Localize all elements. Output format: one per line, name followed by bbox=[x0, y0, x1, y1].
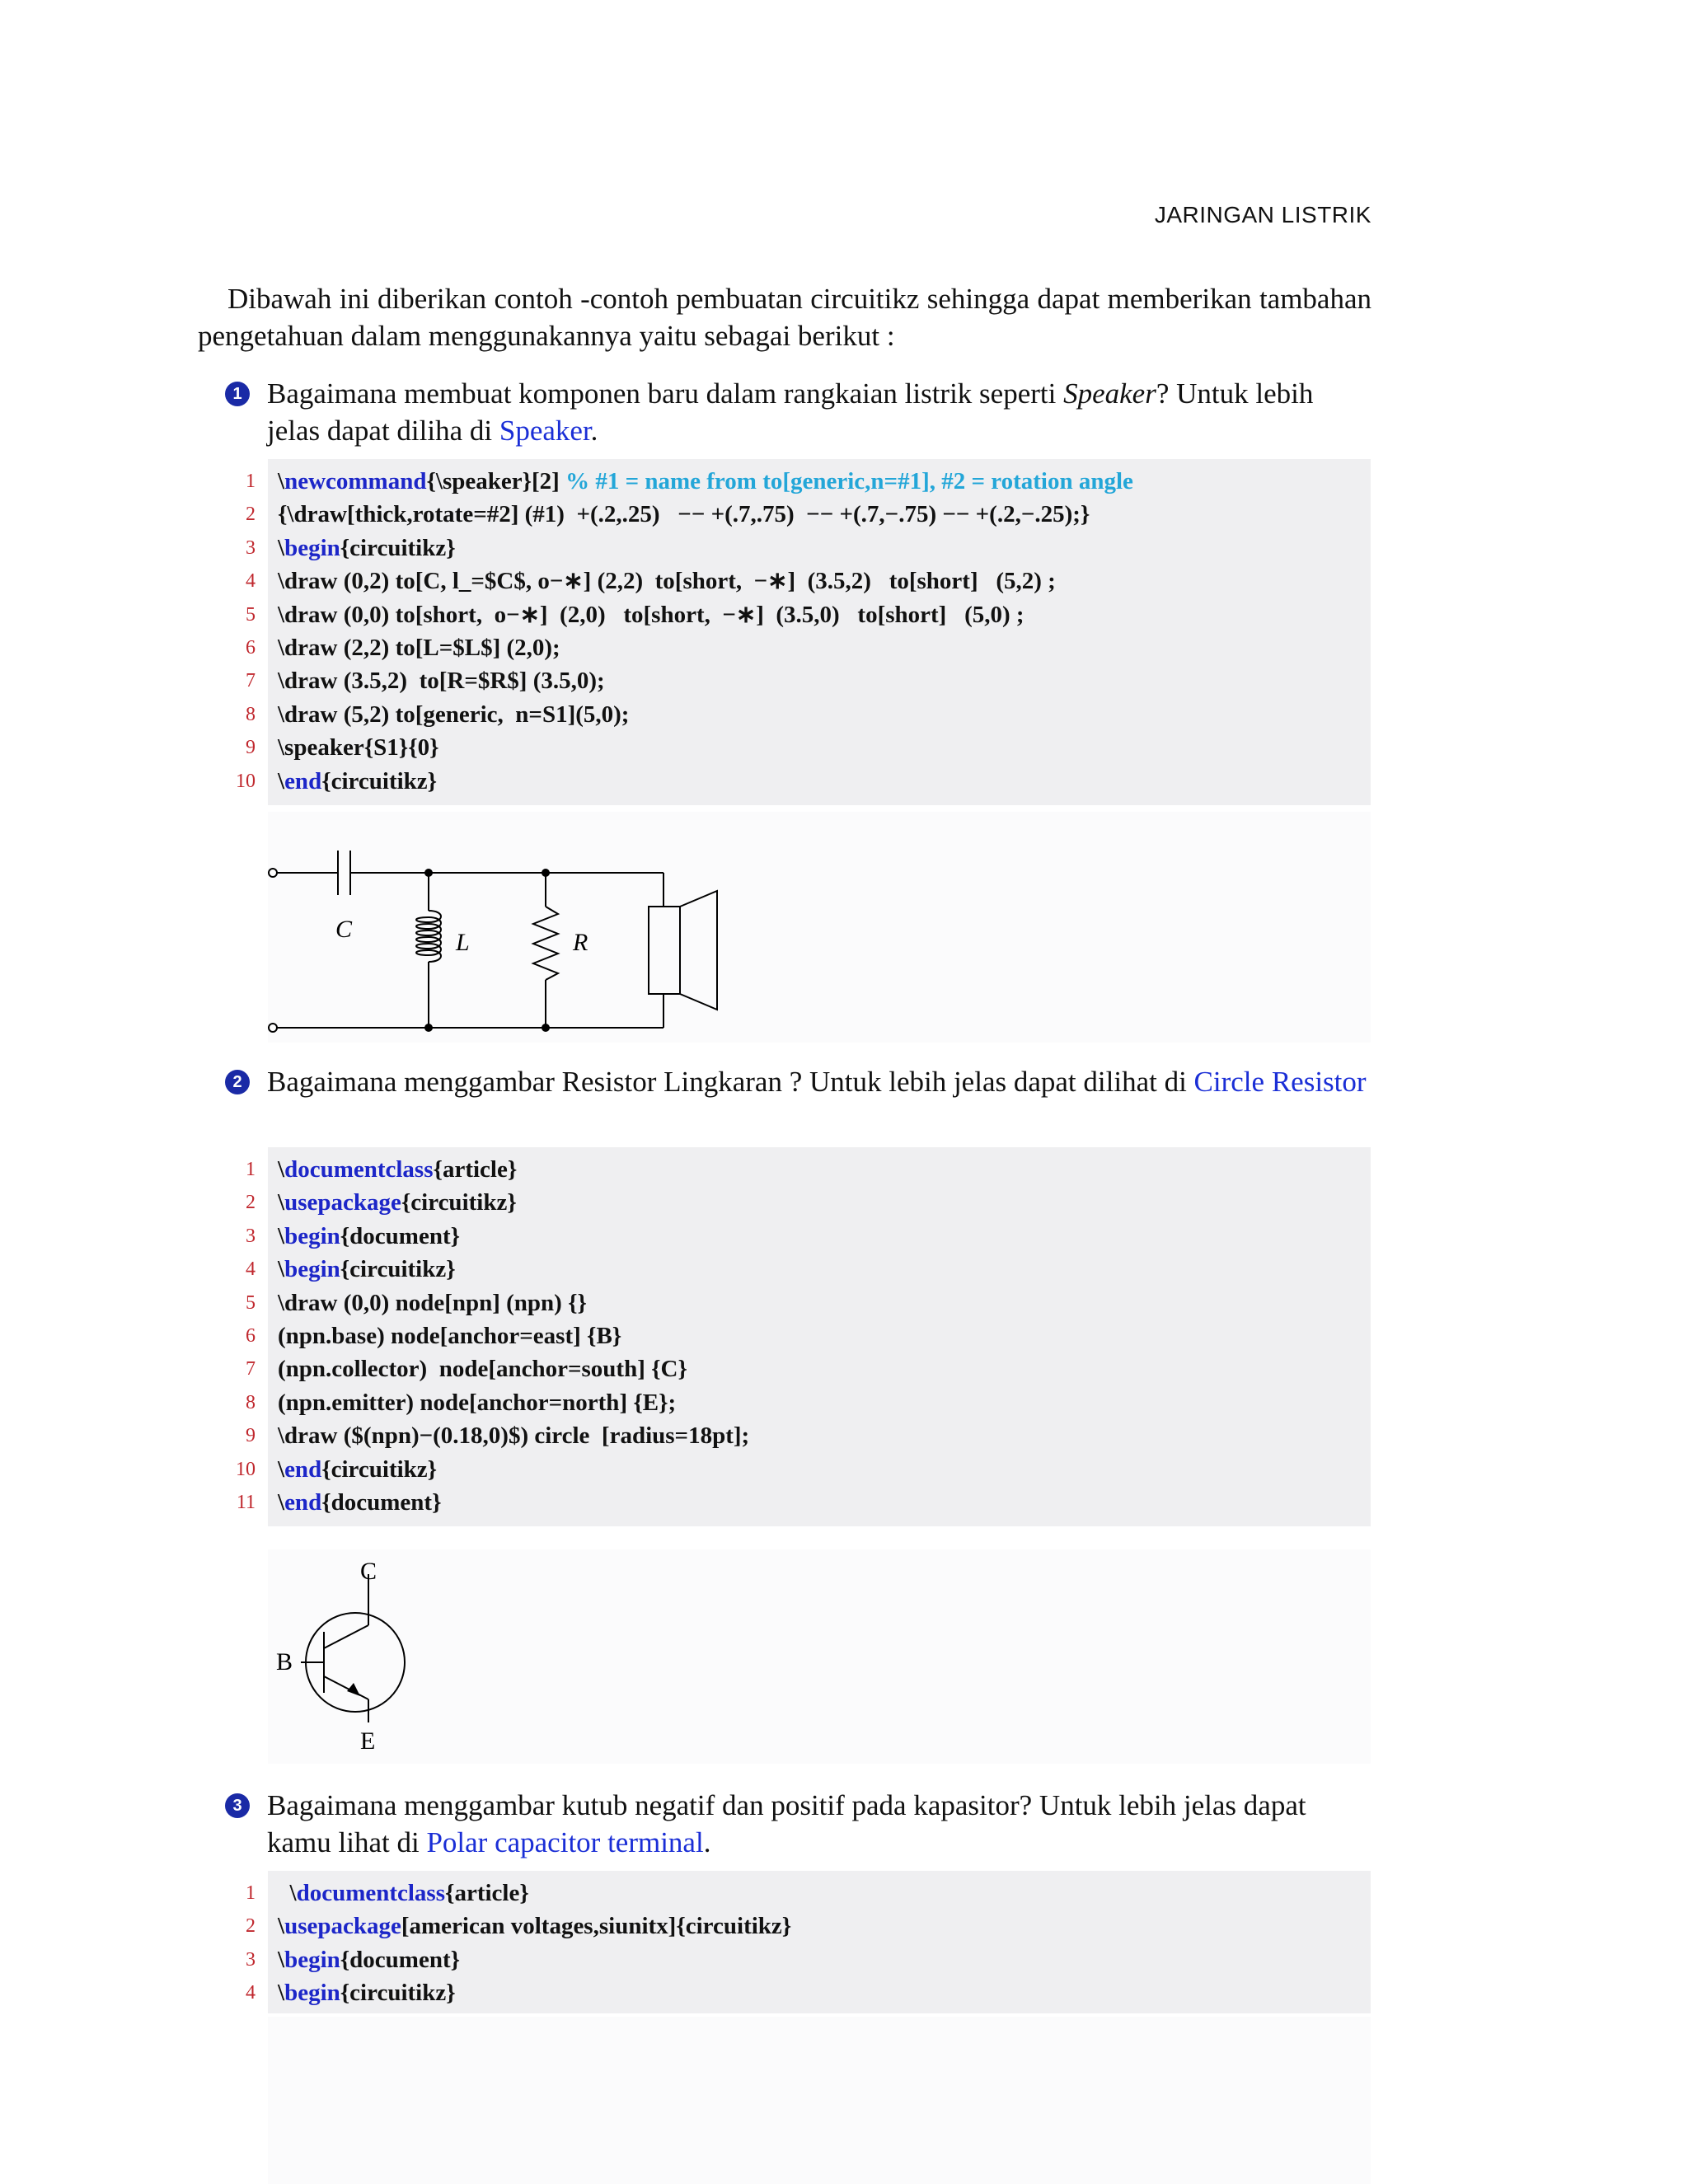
transistor-emitter-lead bbox=[324, 1676, 368, 1699]
code-segment: \ bbox=[278, 1455, 285, 1483]
code-segment: \ bbox=[278, 1913, 285, 1940]
code-block-polar-capacitor bbox=[246, 1871, 1371, 2013]
code-text bbox=[278, 1453, 437, 1486]
code-segment: (npn.collector) node[anchor=south] {C} bbox=[278, 1356, 687, 1383]
transistor-collector-lead bbox=[324, 1625, 368, 1648]
running-header: JARINGAN LISTRIK bbox=[1154, 202, 1372, 227]
code-line bbox=[246, 465, 1371, 498]
code-text bbox=[278, 1386, 676, 1419]
code-keyword: begin bbox=[284, 1256, 340, 1283]
code-segment: {document} bbox=[340, 1222, 461, 1249]
code-segment: {article} bbox=[445, 1880, 529, 1906]
line-number: 3 bbox=[246, 537, 256, 559]
resistor-zigzag bbox=[533, 907, 558, 980]
code-line bbox=[246, 664, 1371, 697]
code-line bbox=[246, 1286, 1371, 1319]
code-segment: \ bbox=[278, 534, 285, 561]
polar-capacitor-link[interactable]: Polar capacitor terminal bbox=[426, 1826, 704, 1858]
code-line bbox=[246, 1910, 1371, 1943]
question-1-text-part: Bagaimana membuat komponen baru dalam rangkaian listrik seperti bbox=[267, 377, 1064, 410]
code-line bbox=[236, 1486, 1371, 1519]
code-keyword: usepackage bbox=[284, 1189, 401, 1216]
label-l: L bbox=[456, 929, 470, 956]
code-text bbox=[278, 598, 1025, 631]
code-text bbox=[278, 1976, 456, 2009]
code-line bbox=[246, 1419, 1371, 1452]
question-1-number-badge: 1 bbox=[225, 382, 250, 406]
code-segment: \draw (0,0) node[npn] (npn) {} bbox=[278, 1289, 587, 1316]
code-text bbox=[278, 698, 629, 731]
code-segment: \draw ($(npn)−(0.18,0)$) circle [radius=18pt]; bbox=[278, 1422, 750, 1450]
code-keyword: end bbox=[284, 767, 322, 794]
code-segment: \ bbox=[278, 1880, 297, 1906]
line-number: 3 bbox=[246, 1948, 256, 1971]
code-line bbox=[246, 498, 1371, 531]
line-number: 11 bbox=[236, 1491, 256, 1513]
code-line bbox=[246, 698, 1371, 731]
npn-transistor-diagram bbox=[268, 1549, 1371, 1764]
code-line bbox=[246, 565, 1371, 598]
line-number: 4 bbox=[246, 570, 256, 593]
code-segment: {circuitikz} bbox=[321, 1455, 438, 1483]
code-line bbox=[246, 1352, 1371, 1385]
code-segment: {\speaker}[2] bbox=[426, 468, 566, 494]
code-line bbox=[246, 532, 1371, 565]
code-text bbox=[278, 465, 1133, 498]
label-base: B bbox=[276, 1648, 293, 1675]
question-3-number-badge: 3 bbox=[225, 1793, 250, 1818]
speaker-cone bbox=[680, 891, 717, 1010]
question-3-text-part: Bagaimana menggambar kutub negatif dan positif pada kapasitor? Untuk lebih jelas dapat kamu lihat di bbox=[267, 1789, 1306, 1858]
line-number: 4 bbox=[246, 1258, 256, 1281]
junction-dot bbox=[424, 1024, 433, 1032]
line-number: 7 bbox=[246, 670, 256, 692]
line-number: 9 bbox=[246, 1425, 256, 1447]
code-text bbox=[278, 731, 439, 764]
question-2-text-part: Bagaimana menggambar Resistor Lingkaran ? Untuk lebih jelas dapat dilihat di bbox=[267, 1066, 1194, 1098]
code-segment: \draw (0,0) to[short, o−∗] (2,0) to[short, −∗] (3.5,0) to[short] (5,0) ; bbox=[278, 601, 1025, 628]
code-text bbox=[278, 1943, 460, 1976]
line-number: 10 bbox=[236, 1458, 256, 1480]
question-1-text bbox=[267, 375, 1372, 449]
code-keyword: newcommand bbox=[284, 468, 427, 494]
code-line bbox=[236, 765, 1371, 798]
line-number: 1 bbox=[246, 471, 256, 492]
code-segment: {document} bbox=[340, 1946, 461, 1973]
code-text bbox=[278, 498, 1090, 531]
code-text bbox=[278, 1253, 456, 1286]
code-segment: {document} bbox=[321, 1488, 442, 1516]
code-text bbox=[278, 1419, 749, 1452]
intro-paragraph: Dibawah ini diberikan contoh -contoh pembuatan circuitikz sehingga dapat memberikan tambahan pengetahuan dalam menggunakannya yaitu sebagai berikut : bbox=[198, 283, 1372, 352]
line-number: 8 bbox=[246, 1391, 256, 1413]
code-text bbox=[278, 1153, 517, 1186]
junction-dot bbox=[542, 869, 550, 877]
code-keyword: begin bbox=[284, 1946, 340, 1973]
code-segment: \draw (2,2) to[L=$L$] (2,0); bbox=[278, 634, 560, 661]
code-segment: \ bbox=[278, 468, 285, 494]
code-segment: \ bbox=[278, 1189, 285, 1216]
code-text bbox=[278, 1319, 621, 1352]
code-segment: [american voltages,siunitx]{circuitikz} bbox=[401, 1913, 792, 1940]
code-keyword: end bbox=[284, 1488, 322, 1516]
code-keyword: end bbox=[284, 1455, 322, 1483]
question-1-italic-term: Speaker bbox=[1063, 377, 1156, 410]
code-line bbox=[246, 1386, 1371, 1419]
code-segment: {circuitikz} bbox=[321, 767, 438, 794]
question-3-text bbox=[267, 1787, 1372, 1861]
code-line bbox=[246, 1253, 1371, 1286]
code-text bbox=[278, 1486, 442, 1519]
code-text bbox=[278, 1910, 791, 1943]
code-segment: {circuitikz} bbox=[340, 1980, 456, 2007]
speaker-body bbox=[649, 907, 680, 994]
code-line bbox=[246, 1319, 1371, 1352]
code-line bbox=[246, 1877, 1371, 1910]
code-segment: \ bbox=[278, 1156, 285, 1183]
line-number: 2 bbox=[246, 1192, 256, 1214]
figure-placeholder-bottom bbox=[268, 2017, 1371, 2184]
code-text bbox=[278, 532, 456, 565]
line-number: 10 bbox=[236, 770, 256, 792]
label-r: R bbox=[573, 929, 588, 956]
code-text bbox=[278, 1186, 517, 1219]
label-c: C bbox=[335, 916, 353, 943]
code-line bbox=[246, 1976, 1371, 2009]
question-3-text-end: . bbox=[703, 1826, 711, 1858]
code-text bbox=[278, 664, 605, 697]
code-line bbox=[236, 1453, 1371, 1486]
code-segment: \ bbox=[278, 767, 285, 794]
circle-resistor-link[interactable]: Circle Resistor bbox=[1193, 1066, 1367, 1098]
code-segment: \draw (3.5,2) to[R=$R$] (3.5,0); bbox=[278, 668, 605, 695]
label-emitter: E bbox=[360, 1727, 376, 1755]
code-line bbox=[246, 598, 1371, 631]
code-line bbox=[246, 631, 1371, 664]
line-number: 2 bbox=[246, 504, 256, 526]
code-segment: \ bbox=[278, 1946, 285, 1973]
code-block-circle-resistor bbox=[236, 1147, 1371, 1526]
code-segment: (npn.emitter) node[anchor=north] {E}; bbox=[278, 1389, 677, 1416]
question-2-text bbox=[267, 1063, 1372, 1100]
code-keyword: begin bbox=[284, 1222, 340, 1249]
code-comment: % #1 = name from to[generic,n=#1], #2 = rotation angle bbox=[565, 468, 1133, 494]
code-text bbox=[278, 1220, 460, 1253]
speaker-link[interactable]: Speaker bbox=[499, 415, 591, 447]
code-segment: \draw (5,2) to[generic, n=S1](5,0); bbox=[278, 701, 630, 728]
code-line bbox=[246, 1220, 1371, 1253]
question-1-text-end: . bbox=[590, 415, 598, 447]
code-segment: \draw (0,2) to[C, l_=$C$, o−∗] (2,2) to[short, −∗] (3.5,2) to[short] (5,2) ; bbox=[278, 568, 1056, 595]
line-number: 1 bbox=[246, 1882, 256, 1904]
code-segment: {circuitikz} bbox=[340, 534, 456, 561]
question-2-number-badge: 2 bbox=[225, 1070, 250, 1094]
code-keyword: usepackage bbox=[284, 1913, 401, 1940]
junction-dot bbox=[542, 1024, 550, 1032]
code-segment: {circuitikz} bbox=[401, 1189, 517, 1216]
code-segment: {circuitikz} bbox=[340, 1256, 456, 1283]
line-number: 4 bbox=[246, 1982, 256, 2004]
label-collector: C bbox=[360, 1558, 377, 1585]
line-number: 9 bbox=[246, 737, 256, 759]
line-number: 6 bbox=[246, 636, 256, 658]
code-keyword: documentclass bbox=[296, 1880, 446, 1906]
emitter-arrow bbox=[347, 1683, 360, 1696]
figure-npn-transistor bbox=[268, 1549, 1371, 1764]
code-text bbox=[278, 1877, 529, 1910]
line-number: 7 bbox=[246, 1358, 256, 1380]
code-block-speaker bbox=[236, 459, 1371, 805]
code-segment: \ bbox=[278, 1256, 285, 1283]
code-text bbox=[278, 765, 437, 798]
line-number: 5 bbox=[246, 1291, 256, 1314]
code-line bbox=[246, 1943, 1371, 1976]
code-segment: \ bbox=[278, 1488, 285, 1516]
line-number: 3 bbox=[246, 1225, 256, 1247]
line-number: 1 bbox=[246, 1159, 256, 1180]
question-1-text-part: ? Untuk lebih jelas dapat diliha di bbox=[267, 377, 1314, 447]
code-segment: \ bbox=[278, 1980, 285, 2007]
line-number: 8 bbox=[246, 703, 256, 725]
terminal-bottom bbox=[269, 1024, 277, 1032]
code-text bbox=[278, 1286, 587, 1319]
code-line bbox=[246, 1153, 1371, 1186]
code-line bbox=[246, 731, 1371, 764]
code-segment: \ bbox=[278, 1222, 285, 1249]
inductor-coil bbox=[416, 911, 441, 962]
code-text bbox=[278, 1352, 687, 1385]
line-number: 6 bbox=[246, 1324, 256, 1347]
code-line bbox=[246, 1186, 1371, 1219]
line-number: 2 bbox=[246, 1915, 256, 1938]
junction-dot bbox=[424, 869, 433, 877]
line-number: 5 bbox=[246, 603, 256, 626]
code-segment: \speaker{S1}{0} bbox=[278, 734, 439, 762]
terminal-top bbox=[269, 869, 277, 877]
code-segment: {\draw[thick,rotate=#2] (#1) +(.2,.25) −− +(.7,.75) −− +(.7,−.75) −− +(.2,−.25);} bbox=[278, 501, 1090, 528]
code-segment: {article} bbox=[433, 1156, 518, 1183]
figure-speaker-circuit bbox=[268, 812, 1371, 1043]
code-segment: (npn.base) node[anchor=east] {B} bbox=[278, 1322, 622, 1349]
code-keyword: documentclass bbox=[284, 1156, 434, 1183]
code-keyword: begin bbox=[284, 1980, 340, 2007]
code-text bbox=[278, 631, 560, 664]
code-text bbox=[278, 565, 1056, 598]
code-keyword: begin bbox=[284, 534, 340, 561]
speaker-circuit-diagram bbox=[268, 812, 1371, 1043]
